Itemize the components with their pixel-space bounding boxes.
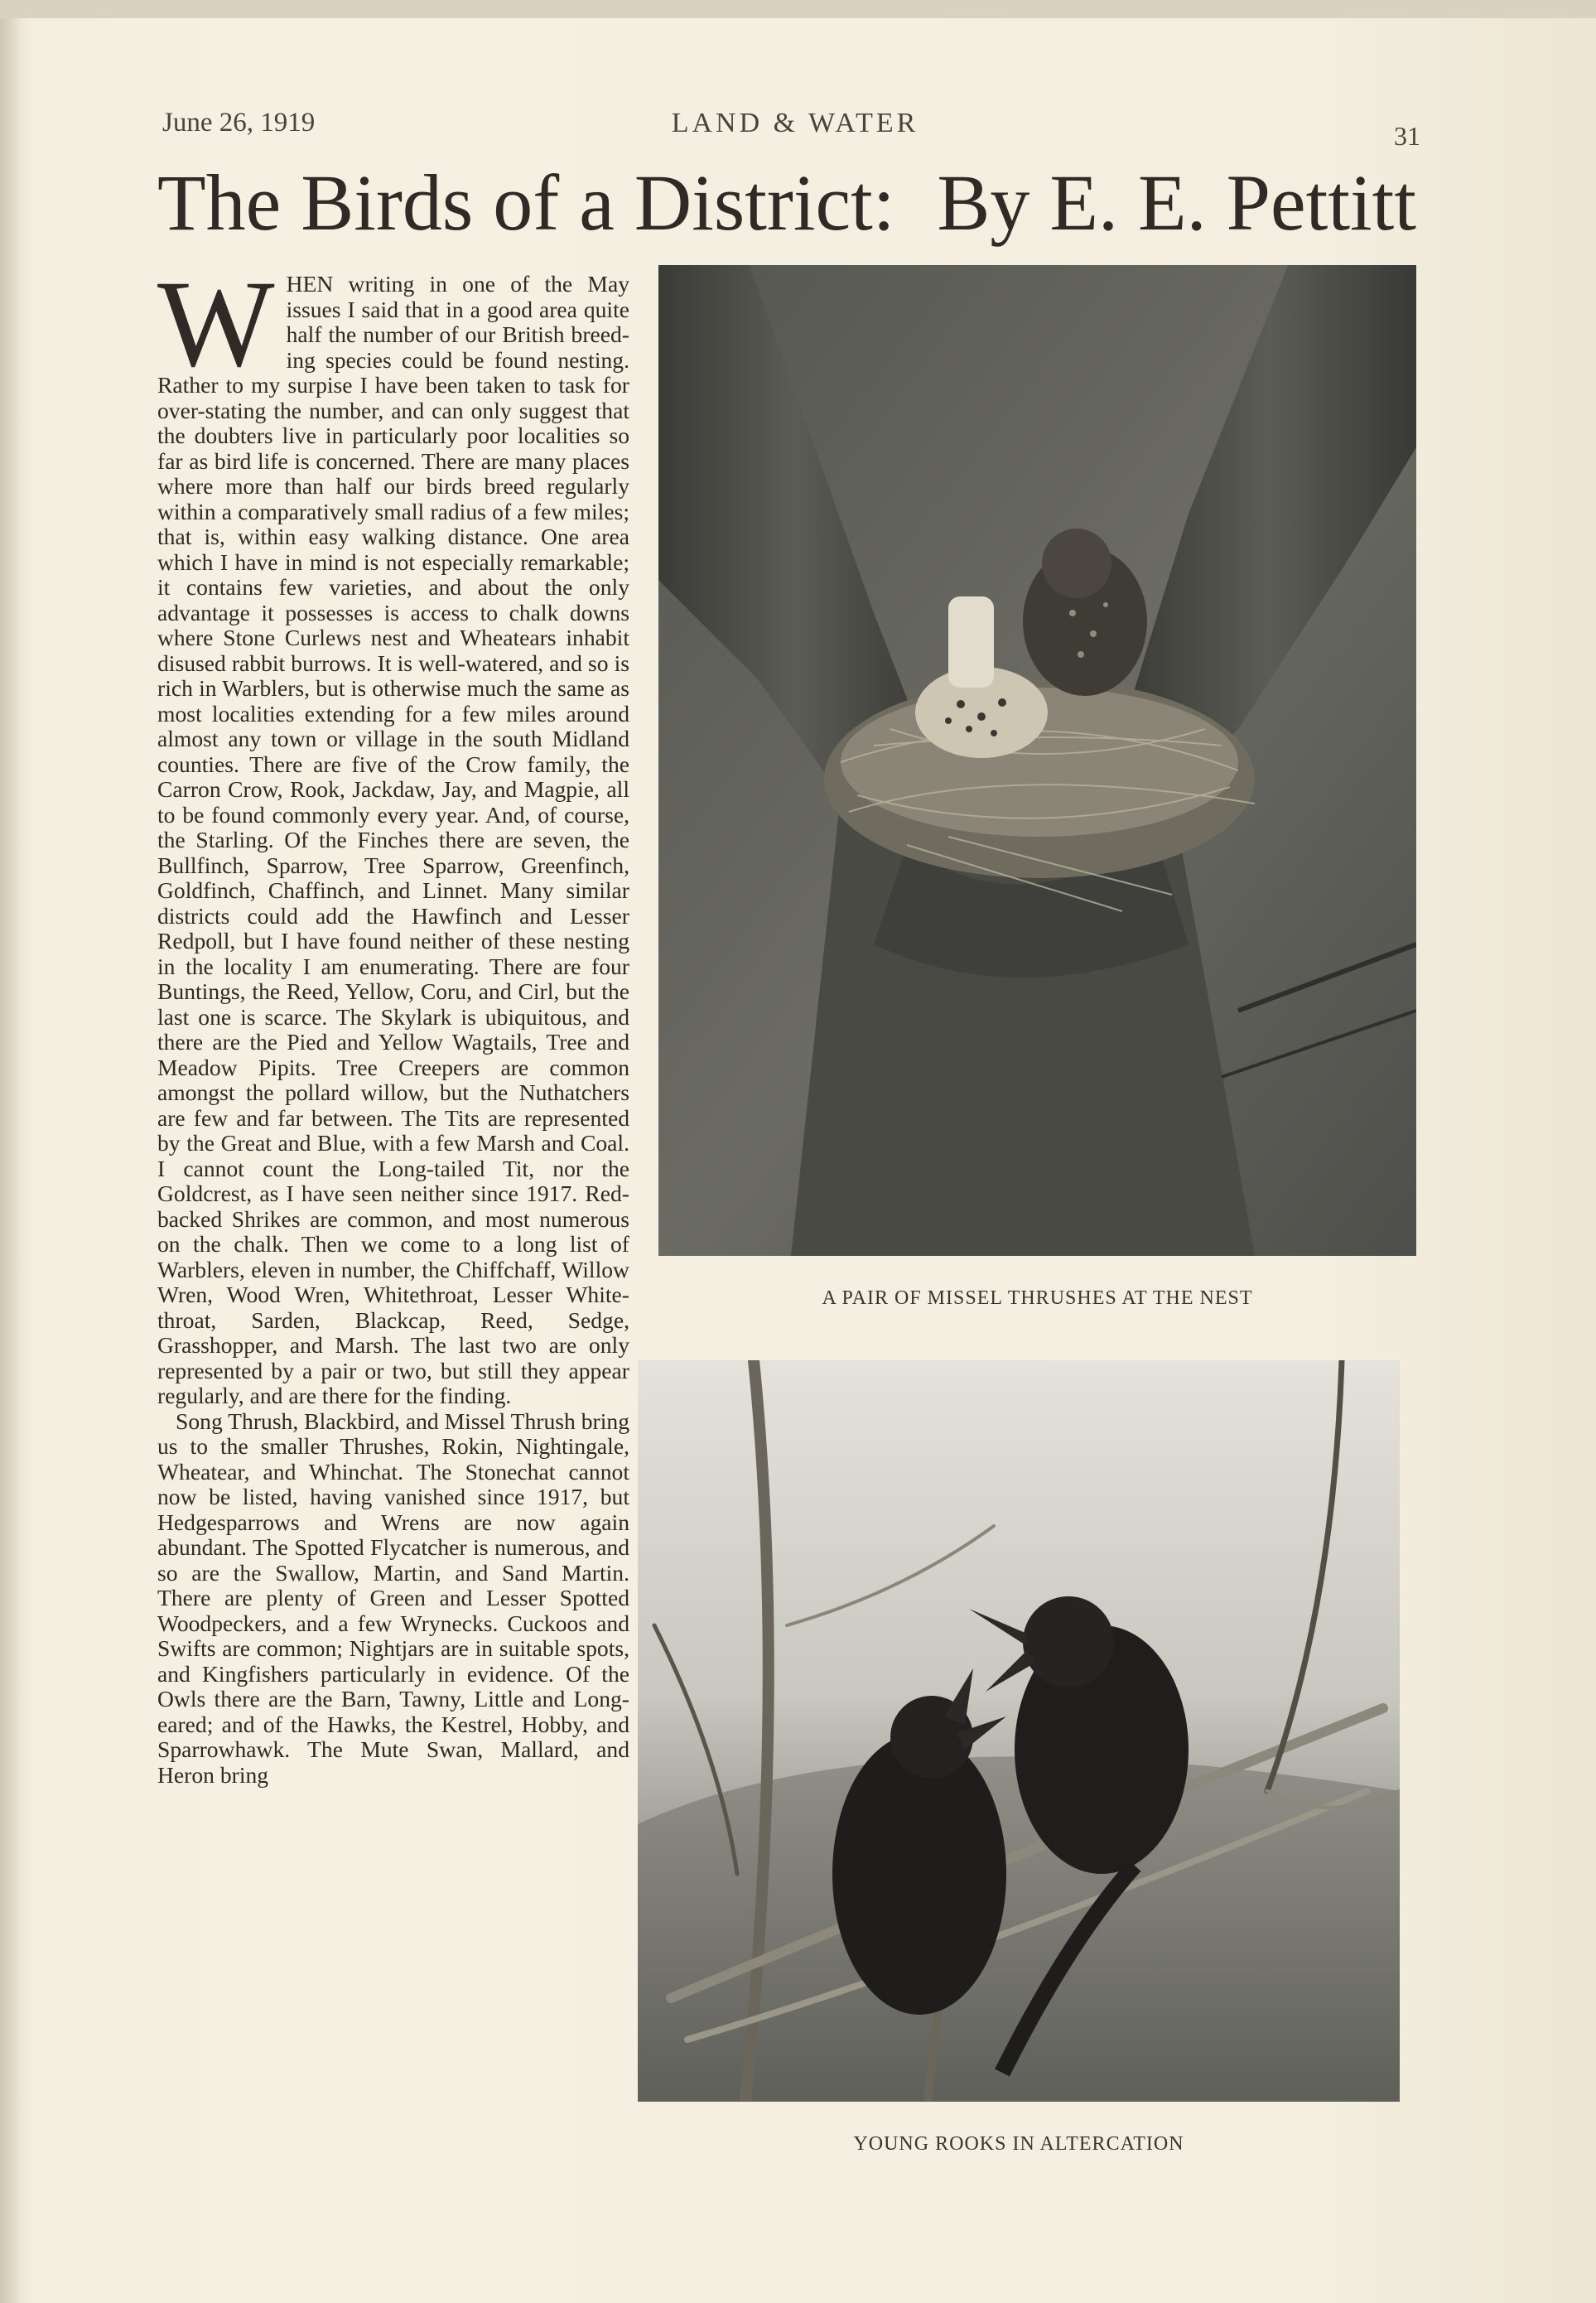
- rooks-photo: [638, 1360, 1400, 2102]
- article-paragraph: Song Thrush, Blackbird, and Missel Thrush bring us to the smaller Thrushes, Rokin, Nightingale, Wheatear, and Whinchat. The Stonechat cannot now be listed, having vanished since 1917, but Hedgesparrows and Wrens are now again abundant. The Spotted Flycatcher is numerous, and so are the Swallow, Martin, and Sand Martin. There are plenty of Green and Lesser Spotted Woodpeckers, and a few Wrynecks. Cuckoos and Swifts are common; Nightjars are in suitable spots, and Kingfishers particularly in evidence. Of the Owls there are the Barn, Tawny, Little and Long-eared; and of the Hawks, the Kestrel, Hobby, and Sparrowhawk. The Mute Swan, Mallard, and Heron bring: [157, 1407, 629, 1788]
- article-title: The Birds of a District:: [157, 158, 895, 247]
- bottom-photo-caption: YOUNG ROOKS IN ALTERCATION: [853, 2133, 1184, 2155]
- page-gutter-shadow: [0, 18, 22, 2303]
- magazine-page: [0, 18, 1596, 2303]
- article-body: [157, 255, 629, 1788]
- top-photo-caption: A PAIR OF MISSEL THRUSHES AT THE NEST: [822, 1287, 1253, 1309]
- thrush-nest-illustration: [658, 265, 1416, 1256]
- article-title-line: [157, 157, 1416, 249]
- page-number: 31: [1394, 121, 1420, 151]
- publication-name: LAND & WATER: [671, 108, 919, 138]
- drop-cap: W: [157, 255, 275, 393]
- paragraph-1-text: HEN writing in one of the May issues I said that in a good area quite half the number of our British breeding species could be found nesting. Rather to my surpise I have been taken to task for over-stating the number, and can only suggest that the doubters live in particularly poor localities so far as bird life is concerned. There are many places where more than half our birds breed regularly within a comparatively small radius of a few miles; that is, within easy walking distance. One area which I have in mind is not especially remarkable; it contains few varieties, and about the only advantage it possesses is access to chalk downs where Stone Curlews nest and Wheatears inhabit disused rabbit burrows. It is well-watered, and so is rich in Warblers, but is otherwise much the same as most localities extending for a few miles around almost any town or village in the south Midland counties. There are five of the Crow family, the Carron Crow, Rook, Jackdaw, Jay, and Magpie, all to be found commonly every year. And, of course, the Starling. Of the Finches there are seven, the Bullfinch, Sparrow, Tree Sparrow, Greenfinch, Goldfinch, Chaffinch, and Linnet. Many similar districts could add the Hawfinch and Lesser Redpoll, but I have found neither of these nesting in the locality I am enumerating. There are four Buntings, the Reed, Yellow, Coru, and Cirl, but the last one is scarce. The Skylark is ubiquitous, and there are the Pied and Yellow Wagtails, Tree and Meadow Pipits. Tree Creepers are common amongst the pollard willow, but the Nuthatchers are few and far between. The Tits are represented by the Great and Blue, with a few Marsh and Coal. I cannot count the Long-tailed Tit, nor the Goldcrest, as I have seen neither since 1917. Red-backed Shrikes are common, and most numerous on the chalk. Then we come to a long list of Warblers, eleven in number, the Chiffchaff, Willow Wren, Wood Wren, Whitethroat, Lesser Whitethroat, Sarden, Blackcap, Reed, Sedge, Grasshopper, and Marsh. The last two are only represented by a pair or two, but still they appear regularly, and are there for the finding.: [157, 271, 629, 1408]
- rooks-illustration: [638, 1360, 1400, 2102]
- thrush-nest-photo: [658, 265, 1416, 1256]
- article-byline: By E. E. Pettitt: [937, 158, 1416, 247]
- issue-date: June 26, 1919: [162, 108, 316, 138]
- article-paragraph: [157, 255, 629, 1409]
